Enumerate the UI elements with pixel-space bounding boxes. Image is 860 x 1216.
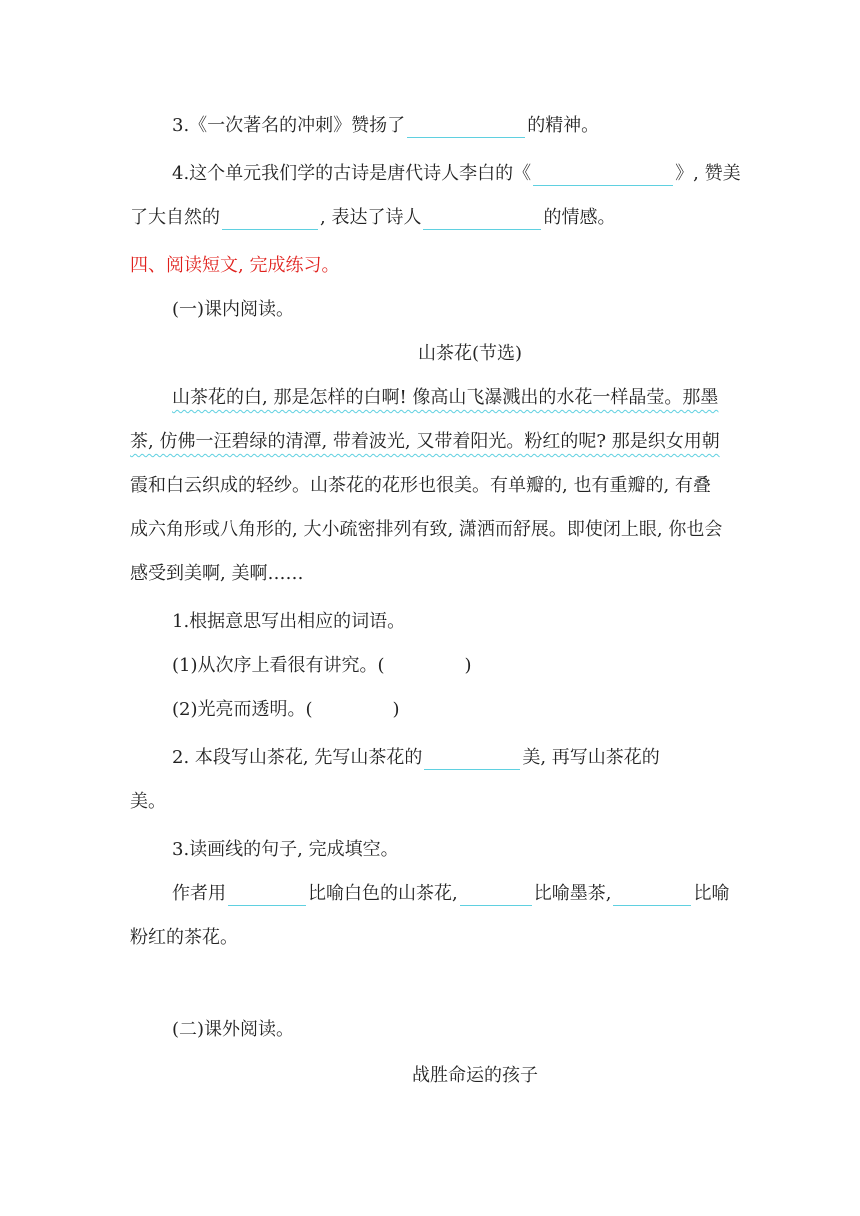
q4-fill-line-2 — [130, 206, 615, 230]
q3-blank-2[interactable] — [460, 885, 532, 906]
q3-text-a: 作者用 — [172, 883, 226, 904]
q1-2-close: ) — [392, 699, 400, 720]
q1-1-text: (1)从次序上看很有讲究。( — [172, 655, 385, 676]
q2-line-2: 美。 — [130, 791, 166, 812]
q3-text-d: 比喻 — [693, 883, 730, 904]
q2-line — [172, 746, 660, 770]
q2-prefix: 2. 本段写山茶花, 先写山茶花的 — [172, 747, 423, 768]
passage-line-5 — [130, 562, 303, 586]
passage-text: 茶, 仿佛一汪碧绿的清潭, 带着波光, 又带着阳光。粉红的呢? 那是织女用朝 — [130, 431, 720, 452]
passage-text: 感受到美啊, 美啊…… — [130, 563, 304, 584]
passage-line-1 — [172, 386, 718, 410]
q3-text-b: 比喻白色的山茶花, — [308, 883, 458, 904]
q1-2-line — [172, 698, 400, 722]
q1-1-line — [172, 654, 472, 678]
section4-heading: 四、阅读短文, 完成练习。 — [130, 255, 340, 276]
q3-suffix: 的精神。 — [527, 115, 600, 136]
q3-text-c: 比喻墨茶, — [533, 883, 612, 904]
q4-poem-blank[interactable] — [533, 165, 673, 186]
q4-nature-blank[interactable] — [222, 209, 318, 230]
q3-fill-line-a — [172, 882, 729, 906]
passage-text: 山茶花的白, 那是怎样的白啊! 像高山飞瀑溅出的水花一样晶莹。那墨 — [172, 387, 719, 408]
q4-emotion-blank[interactable] — [423, 209, 541, 230]
q3-fill-line — [172, 114, 599, 138]
part1-label: (一)课内阅读。 — [172, 299, 295, 320]
q3-answer-blank[interactable] — [407, 117, 525, 138]
q4-text-c: 的情感。 — [543, 207, 616, 228]
q4-prefix: 4.这个单元我们学的古诗是唐代诗人李白的《 — [172, 163, 532, 184]
passage-line-3 — [130, 474, 711, 498]
q4-text-b: , 表达了诗人 — [320, 207, 422, 228]
q2-answer-blank[interactable] — [424, 749, 520, 770]
q1-2-text: (2)光亮而透明。( — [172, 699, 313, 720]
passage-line-2 — [130, 430, 720, 454]
q3-prefix: 3.《一次著名的冲刺》赞扬了 — [172, 115, 406, 136]
q2-suffix: 美, 再写山茶花的 — [522, 747, 660, 768]
passage-text: 成六角形或八角形的, 大小疏密排列有致, 潇洒而舒展。即使闭上眼, 你也会 — [130, 519, 723, 540]
passage-title: 山茶花(节选) — [417, 343, 523, 364]
passage-line-4 — [130, 518, 722, 542]
q1-1-close: ) — [464, 655, 472, 676]
q3-fill-line-b: 粉红的茶花。 — [130, 927, 238, 948]
passage2-title: 战胜命运的孩子 — [412, 1065, 538, 1086]
q4-suffix: 》, 赞美 — [675, 163, 741, 184]
passage-text: 霞和白云织成的轻纱。山茶花的花形也很美。有单瓣的, 也有重瓣的, 有叠 — [130, 475, 711, 496]
q3-blank-3[interactable] — [613, 885, 691, 906]
q3-prompt: 3.读画线的句子, 完成填空。 — [172, 839, 399, 860]
q4-fill-line — [172, 162, 741, 186]
q4-text-a: 了大自然的 — [130, 207, 220, 228]
q3-blank-1[interactable] — [228, 885, 306, 906]
part2-label: (二)课外阅读。 — [172, 1019, 295, 1040]
q1-prompt: 1.根据意思写出相应的词语。 — [172, 611, 406, 632]
